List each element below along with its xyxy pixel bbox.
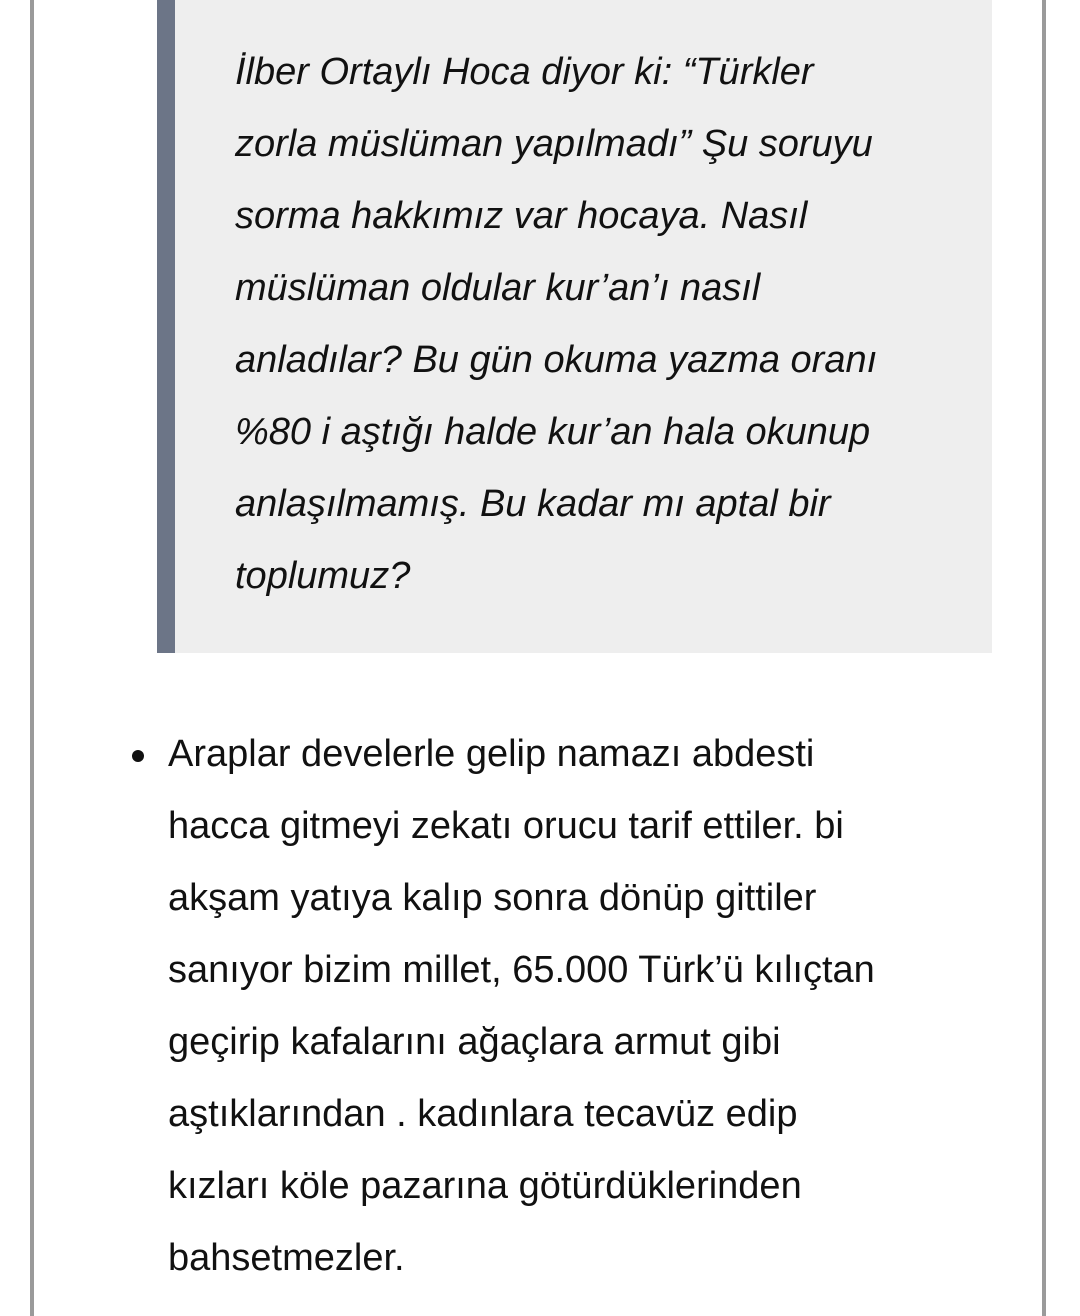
list-item-line: aştıklarından . kadınlara tecavüz edip [168, 1093, 798, 1135]
list-item-line: hacca gitmeyi zekatı orucu tarif ettiler. bi [168, 805, 844, 847]
bullet-list [130, 718, 1030, 1294]
quote-line: anlaşılmamış. Bu kadar mı aptal bir [235, 483, 831, 525]
list-item-line: sanıyor bizim millet, 65.000 Türk’ü kılıçtan [168, 949, 875, 991]
list-item-line: bahsetmezler. [168, 1237, 405, 1279]
list-item-line: Araplar develerle gelip namazı abdesti [168, 733, 815, 775]
list-item-line: akşam yatıya kalıp sonra dönüp gittiler [168, 877, 817, 919]
bullet-dot-icon [132, 750, 144, 762]
quote-line: İlber Ortaylı Hoca diyor ki: “Türkler [235, 51, 814, 93]
quote-line: zorla müslüman yapılmadı” Şu soruyu [235, 123, 873, 165]
quote-text [235, 36, 995, 612]
list-item-line: kızları köle pazarına götürdüklerinden [168, 1165, 802, 1207]
quote-block [157, 0, 992, 653]
quote-line: sorma hakkımız var hocaya. Nasıl [235, 195, 808, 237]
list-item [130, 718, 1030, 1294]
list-item-line: geçirip kafalarını ağaçlara armut gibi [168, 1021, 781, 1063]
quote-line: anladılar? Bu gün okuma yazma oranı [235, 339, 878, 381]
quote-line: müslüman oldular kur’an’ı nasıl [235, 267, 761, 309]
quote-line: %80 i aştığı halde kur’an hala okunup [235, 411, 871, 453]
quote-line: toplumuz? [235, 555, 411, 597]
